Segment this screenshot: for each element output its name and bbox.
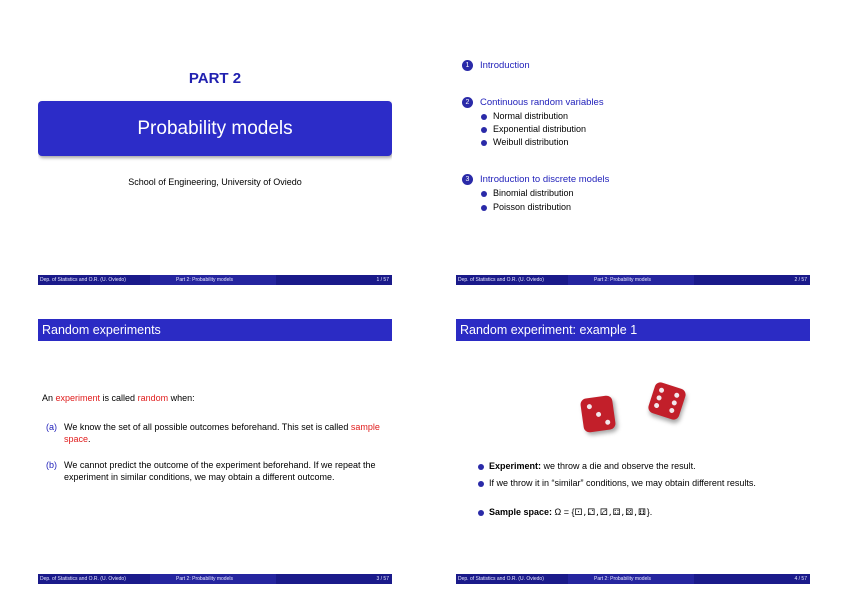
- dice-faces-set: ⚀,⚁,⚂,⚃,⚄,⚅: [574, 508, 647, 518]
- footer-center: Part 2: Probability models: [150, 275, 276, 285]
- toc-subsection[interactable]: [481, 124, 586, 134]
- term-experiment: experiment: [55, 393, 101, 403]
- toc-subsection[interactable]: [481, 137, 568, 147]
- slide-3: [38, 319, 392, 584]
- part-label: PART 2: [188, 70, 242, 87]
- footer-left: Dep. of Statistics and O.R. (U. Oviedo): [458, 576, 544, 582]
- section-title: Introduction to discrete models: [480, 174, 610, 186]
- institute: School of Engineering, University of Oviedo: [128, 177, 302, 187]
- footer: [456, 574, 810, 584]
- subsection-title: Binomial distribution: [493, 188, 574, 198]
- footer-left: Dep. of Statistics and O.R. (U. Oviedo): [40, 576, 126, 582]
- toc-section[interactable]: [462, 60, 530, 71]
- footer-left: Dep. of Statistics and O.R. (U. Oviedo): [458, 277, 544, 283]
- subsection-title: Normal distribution: [493, 111, 569, 121]
- page-number: 4 / 57: [794, 576, 807, 582]
- page-number: 1 / 57: [376, 277, 389, 283]
- page-number: 2 / 57: [794, 277, 807, 283]
- toc-subsection[interactable]: [481, 111, 568, 121]
- toc-section[interactable]: [462, 174, 609, 185]
- item-label-a: (a): [46, 422, 57, 432]
- slide-2: [456, 20, 810, 285]
- footer-center: Part 2: Probability models: [150, 574, 276, 584]
- intro-text: An experiment is called random when:: [42, 393, 195, 403]
- bullet-icon: [481, 140, 487, 146]
- footer-center: Part 2: Probability models: [568, 574, 694, 584]
- bullet-experiment: Experiment: we throw a die and observe the result.: [478, 461, 798, 473]
- bullet-similar: If we throw it in “similar” conditions, we may obtain different results.: [478, 478, 804, 490]
- footer: [456, 275, 810, 285]
- bullet-icon: [481, 114, 487, 120]
- section-title: Introduction: [480, 60, 530, 72]
- subsection-title: Poisson distribution: [493, 202, 572, 212]
- slide-1: [38, 20, 392, 285]
- item-a-text: We know the set of all possible outcomes beforehand. This set is called sample space.: [64, 422, 380, 444]
- bullet-icon: [481, 205, 487, 211]
- section-number-icon: 1: [462, 60, 473, 71]
- footer-left: Dep. of Statistics and O.R. (U. Oviedo): [40, 277, 126, 283]
- bullet-icon: [478, 464, 484, 470]
- section-title: Continuous random variables: [480, 97, 604, 109]
- bullet-sample-space: Sample space: Ω = {⚀,⚁,⚂,⚃,⚄,⚅}.: [478, 507, 798, 520]
- footer: [38, 275, 392, 285]
- item-b-text: We cannot predict the outcome of the experiment beforehand. If we repeat the experiment in similar conditions, we may obtain a different outcome.: [64, 460, 376, 482]
- bullet-icon: [481, 127, 487, 133]
- section-number-icon: 2: [462, 97, 473, 108]
- footer: [38, 574, 392, 584]
- item-label-b: (b): [46, 460, 57, 470]
- frame-title: Random experiment: example 1: [456, 319, 810, 341]
- toc-subsection[interactable]: [481, 202, 571, 212]
- die-right-icon: [647, 381, 687, 421]
- term-sample-space: sample space: [64, 422, 380, 444]
- bullet-icon: [481, 191, 487, 197]
- toc-section[interactable]: [462, 97, 604, 108]
- slide-4: [456, 319, 810, 584]
- page-number: 3 / 57: [376, 576, 389, 582]
- frame-title: Random experiments: [38, 319, 392, 341]
- subsection-title: Exponential distribution: [493, 124, 587, 134]
- bullet-icon: [478, 510, 484, 516]
- term-random: random: [137, 393, 169, 403]
- die-left-icon: [580, 395, 616, 433]
- toc-subsection[interactable]: [481, 188, 574, 198]
- section-number-icon: 3: [462, 174, 473, 185]
- footer-center: Part 2: Probability models: [568, 275, 694, 285]
- bullet-icon: [478, 481, 484, 487]
- title-box: [38, 101, 392, 156]
- subsection-title: Weibull distribution: [493, 137, 569, 147]
- slide-title: Probability models: [137, 118, 293, 139]
